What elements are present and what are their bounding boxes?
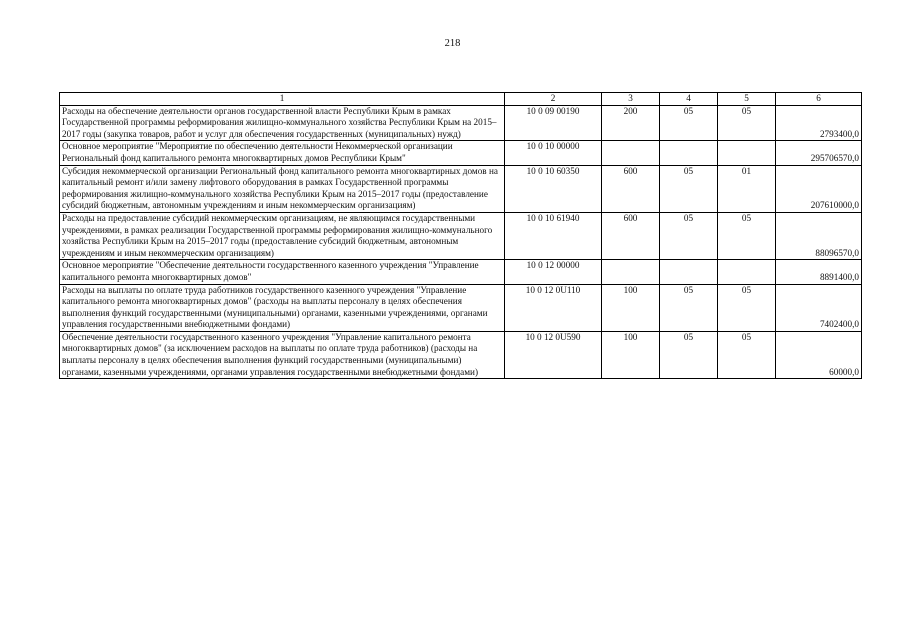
row-col3: 600 — [602, 165, 660, 212]
row-col5: 05 — [718, 105, 776, 141]
column-header: 5 — [718, 93, 776, 106]
row-amount: 295706570,0 — [776, 141, 862, 165]
row-amount: 88096570,0 — [776, 212, 862, 259]
row-col4: 05 — [660, 331, 718, 378]
row-name: Основное мероприятие "Обеспечение деятельности государственного казенного учреждения "Управление капитального ремонта многоквартирных домов" — [60, 260, 505, 284]
row-col5: 05 — [718, 331, 776, 378]
row-col5: 01 — [718, 165, 776, 212]
table-row — [60, 141, 862, 165]
row-name: Основное мероприятие "Мероприятие по обеспечению деятельности Некоммерческой организации Региональный фонд капитального ремонта многоквартирных домов Республики Крым" — [60, 141, 505, 165]
budget-table — [59, 92, 862, 379]
row-col4: 05 — [660, 165, 718, 212]
row-col3: 100 — [602, 284, 660, 331]
row-col5 — [718, 141, 776, 165]
row-col5: 05 — [718, 212, 776, 259]
row-col4: 05 — [660, 284, 718, 331]
row-amount: 8891400,0 — [776, 260, 862, 284]
row-col3: 600 — [602, 212, 660, 259]
table-row — [60, 331, 862, 378]
row-col4 — [660, 260, 718, 284]
row-col4 — [660, 141, 718, 165]
row-amount: 207610000,0 — [776, 165, 862, 212]
row-code: 10 0 10 61940 — [505, 212, 602, 259]
row-name: Обеспечение деятельности государственного казенного учреждения "Управление капитального ремонта многоквартирных домов" (за исключением расходов на выплаты по оплате труда работников) (расходы на выплаты персоналу в целях обеспечения выполнения функций государственными (муниципальными) органами, казенными учреждениями, органами управления государственными внебюджетными фондами) — [60, 331, 505, 378]
table-row — [60, 105, 862, 141]
row-code: 10 0 12 0U590 — [505, 331, 602, 378]
table-row — [60, 260, 862, 284]
row-col3 — [602, 141, 660, 165]
row-name: Расходы на выплаты по оплате труда работников государственного казенного учреждения "Управление капитального ремонта многоквартирных домов" (расходы на выплаты персоналу в целях обеспечения выполнения функций государственными (муниципальными) органами, казенными учреждениями, органами управления государственными внебюджетными фондами) — [60, 284, 505, 331]
row-col5 — [718, 260, 776, 284]
row-amount: 2793400,0 — [776, 105, 862, 141]
column-header: 3 — [602, 93, 660, 106]
row-name: Субсидия некоммерческой организации Региональный фонд капитального ремонта многоквартирных домов на капитальный ремонт и/или замену лифтового оборудования в рамках Государственной программы реформирования жилищно-коммунального хозяйства Республики Крым на 2015–2017 годы (предоставление субсидий бюджетным, автономным учреждениям и иным некоммерческим организациям) — [60, 165, 505, 212]
row-amount: 60000,0 — [776, 331, 862, 378]
table-row — [60, 212, 862, 259]
row-col3: 200 — [602, 105, 660, 141]
row-code: 10 0 10 00000 — [505, 141, 602, 165]
row-code: 10 0 12 00000 — [505, 260, 602, 284]
table-row — [60, 284, 862, 331]
row-name: Расходы на обеспечение деятельности органов государственной власти Республики Крым в рамках Государственной программы реформирования жилищно-коммунального хозяйства Республики Крым на 2015–2017 годы (закупка товаров, работ и услуг для обеспечения государственных (муниципальных) нужд) — [60, 105, 505, 141]
page-number: 218 — [444, 38, 461, 49]
row-code: 10 0 09 00190 — [505, 105, 602, 141]
table-header-row — [60, 93, 862, 106]
row-amount: 7402400,0 — [776, 284, 862, 331]
column-header: 1 — [60, 93, 505, 106]
row-col3: 100 — [602, 331, 660, 378]
column-header: 6 — [776, 93, 862, 106]
row-code: 10 0 10 60350 — [505, 165, 602, 212]
column-header: 4 — [660, 93, 718, 106]
row-code: 10 0 12 0U110 — [505, 284, 602, 331]
row-col5: 05 — [718, 284, 776, 331]
row-col4: 05 — [660, 212, 718, 259]
table-row — [60, 165, 862, 212]
row-col4: 05 — [660, 105, 718, 141]
row-col3 — [602, 260, 660, 284]
row-name: Расходы на предоставление субсидий некоммерческим организациям, не являющимся государственными учреждениями, в рамках реализации Государственной программы реформирования жилищно-коммунального хозяйства Республики Крым на 2015–2017 годы (предоставление субсидий бюджетным, автономным учреждениям и иным некоммерческим организациям) — [60, 212, 505, 259]
column-header: 2 — [505, 93, 602, 106]
